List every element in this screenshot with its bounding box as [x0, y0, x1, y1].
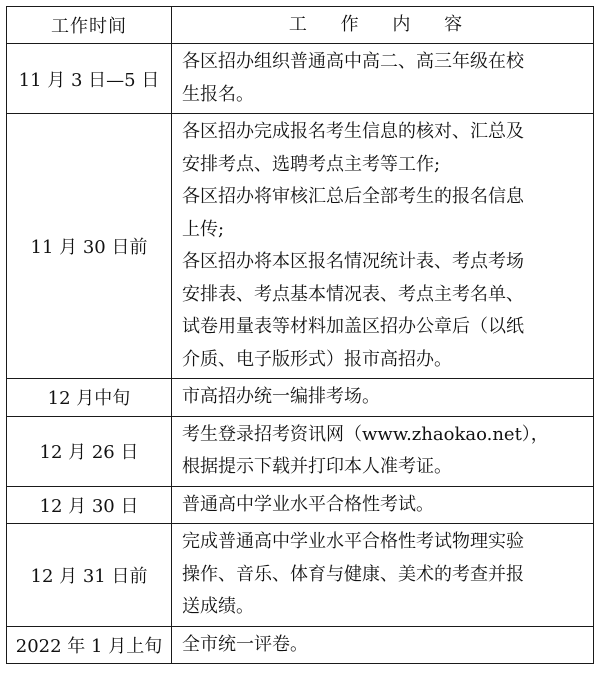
row-time: 11 月 3 日—5 日 — [7, 44, 172, 114]
content-line: 各区招办完成报名考生信息的核对、汇总及 — [182, 121, 524, 142]
row-time: 12 月 30 日 — [7, 486, 172, 524]
content-line: 各区招办将本区报名情况统计表、考点考场 — [182, 251, 524, 272]
table-row — [7, 626, 594, 664]
table-row — [7, 416, 594, 486]
table-row — [7, 524, 594, 627]
row-content — [172, 114, 594, 379]
content-line: 上传; — [182, 218, 225, 240]
content-line: 各区招办组织普通高中高二、高三年级在校 — [182, 51, 524, 72]
row-content — [172, 44, 594, 114]
table-row — [7, 44, 594, 114]
content-line: 安排表、考点基本情况表、考点主考名单、 — [182, 283, 524, 305]
content-line: 普通高中学业水平合格性考试。 — [182, 493, 434, 515]
table-row — [7, 486, 594, 524]
row-content — [172, 379, 594, 417]
table-row — [7, 114, 594, 379]
content-line: 操作、音乐、体育与健康、美术的考查并报 — [182, 563, 524, 585]
row-time: 2022 年 1 月上旬 — [7, 626, 172, 664]
schedule-table — [6, 6, 594, 664]
content-line: 市高招办统一编排考场。 — [182, 386, 380, 407]
header-time: 工作时间 — [7, 7, 172, 44]
row-time: 12 月中旬 — [7, 379, 172, 417]
row-time: 12 月 26 日 — [7, 416, 172, 486]
content-line: 送成绩。 — [182, 596, 254, 617]
content-line: 试卷用量表等材料加盖区招办公章后（以纸 — [182, 316, 524, 337]
content-line: 完成普通高中学业水平合格性考试物理实验 — [182, 531, 524, 552]
header-row — [7, 7, 594, 44]
content-line: 全市统一评卷。 — [182, 633, 308, 655]
content-line: 生报名。 — [182, 83, 254, 105]
row-time: 12 月 31 日前 — [7, 524, 172, 627]
row-time: 11 月 30 日前 — [7, 114, 172, 379]
content-line: 考生登录招考资讯网（www.zhaokao.net）， — [182, 423, 549, 445]
content-line: 各区招办将审核汇总后全部考生的报名信息 — [182, 186, 524, 207]
header-content: 工 作 内 容 — [172, 7, 594, 44]
table-row — [7, 379, 594, 417]
row-content — [172, 524, 594, 627]
content-line: 介质、电子版形式）报市高招办。 — [182, 348, 452, 370]
content-line: 根据提示下载并打印本人准考证。 — [182, 456, 452, 477]
row-content — [172, 416, 594, 486]
content-line: 安排考点、选聘考点主考等工作; — [182, 153, 441, 175]
row-content — [172, 486, 594, 524]
row-content — [172, 626, 594, 664]
